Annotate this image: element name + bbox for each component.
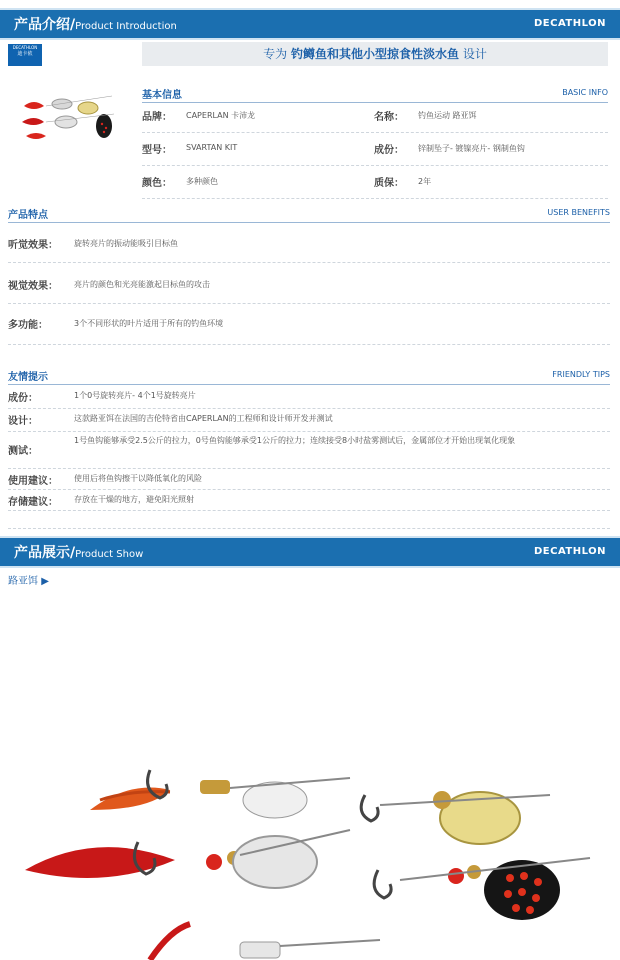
brand-logo: DECATHLON 迪卡侬 bbox=[8, 44, 42, 66]
benefit-row bbox=[8, 263, 610, 304]
benefit-row bbox=[8, 224, 610, 263]
benefit-value: 旋转亮片的振动能吸引目标鱼 bbox=[74, 239, 178, 248]
info-value: 钓鱼运动 路亚饵 bbox=[418, 111, 477, 120]
info-label: 成份： bbox=[374, 145, 404, 156]
tip-row bbox=[8, 490, 610, 511]
info-value: 锌制坠子- 镀镍亮片- 钢制鱼钩 bbox=[418, 144, 525, 153]
benefit-label: 听觉效果： bbox=[8, 240, 58, 251]
info-value: 2年 bbox=[418, 177, 432, 186]
tip-label: 成份： bbox=[8, 393, 38, 404]
basic-info-header: 基本信息 BASIC INFO bbox=[142, 88, 608, 101]
benefit-value: 3个不同形状的叶片适用于所有的钓鱼环境 bbox=[74, 319, 224, 328]
info-row bbox=[142, 133, 608, 166]
info-value: SVARTAN KIT bbox=[186, 143, 238, 152]
benefit-row bbox=[8, 304, 610, 345]
info-value: CAPERLAN 卡沛龙 bbox=[186, 111, 256, 120]
product-headline: 专为 钓鳟鱼和其他小型掠食性淡水鱼 设计 bbox=[142, 42, 608, 66]
info-label: 名称： bbox=[374, 112, 404, 123]
product-thumbnail bbox=[22, 86, 120, 154]
tip-value: 1号鱼钩能够承受2.5公斤的拉力，0号鱼钩能够承受1公斤的拉力；连续接受8小时盐雾测试后，金属部位才开始出现氧化现象 bbox=[74, 436, 516, 445]
lure-category-link[interactable]: 路亚饵 ▶ bbox=[8, 576, 49, 587]
show-bar-title: 产品展示/Product Show bbox=[14, 545, 144, 561]
tip-row bbox=[8, 469, 610, 490]
product-photo bbox=[0, 600, 620, 960]
tip-label: 设计： bbox=[8, 416, 38, 427]
tip-row bbox=[8, 386, 610, 409]
benefits-header: 产品特点 USER BENEFITS bbox=[8, 208, 610, 221]
info-label: 颜色： bbox=[142, 178, 172, 189]
tip-row bbox=[8, 409, 610, 432]
tip-label: 测试： bbox=[8, 446, 38, 457]
benefit-label: 视觉效果： bbox=[8, 281, 58, 292]
tips-header: 友情提示 FRIENDLY TIPS bbox=[8, 370, 610, 383]
info-label: 型号： bbox=[142, 145, 172, 156]
triangle-right-icon: ▶ bbox=[41, 576, 49, 587]
product-intro-bar bbox=[0, 8, 620, 40]
tip-row bbox=[8, 432, 610, 469]
tips-divider bbox=[8, 528, 610, 529]
info-row bbox=[142, 166, 608, 199]
lure-illustration bbox=[22, 96, 114, 139]
info-row bbox=[142, 100, 608, 133]
intro-bar-title: 产品介绍/Product Introduction bbox=[14, 17, 177, 33]
info-value: 多种颜色 bbox=[186, 177, 218, 186]
tip-value: 这款路亚饵在法国的吉伦特省由CAPERLAN的工程师和设计师开发并测试 bbox=[74, 414, 333, 423]
benefit-label: 多功能： bbox=[8, 320, 48, 331]
decathlon-logo: DECATHLON bbox=[533, 18, 606, 29]
tip-value: 存放在干燥的地方，避免阳光照射 bbox=[74, 495, 194, 504]
tip-label: 存储建议： bbox=[8, 497, 58, 508]
info-label: 质保： bbox=[374, 178, 404, 189]
product-show-bar bbox=[0, 536, 620, 568]
tip-label: 使用建议： bbox=[8, 476, 58, 487]
info-label: 品牌： bbox=[142, 112, 172, 123]
decathlon-logo: DECATHLON bbox=[533, 546, 606, 557]
tip-value: 1个0号旋转亮片- 4个1号旋转亮片 bbox=[74, 391, 196, 400]
benefit-value: 亮片的颜色和光亮能激起目标鱼的攻击 bbox=[74, 280, 210, 289]
tip-value: 使用后将鱼钩擦干以降低氧化的风险 bbox=[74, 474, 202, 483]
